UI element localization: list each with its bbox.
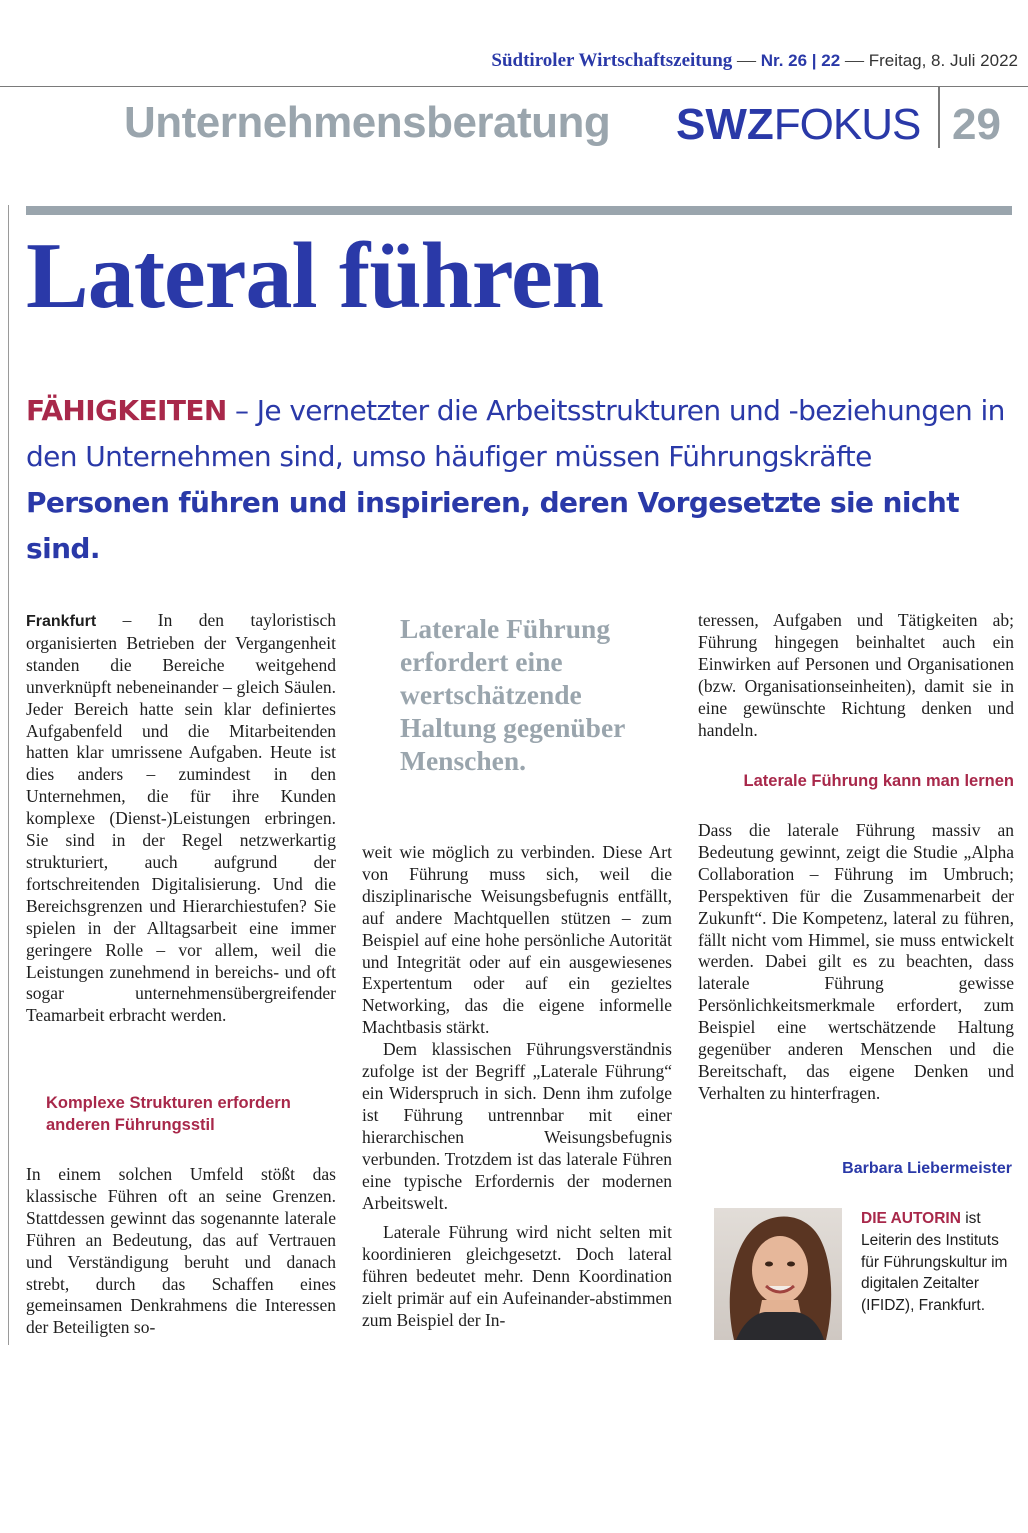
col1-paragraph-1 xyxy=(26,610,336,1027)
brand-swz: SWZ xyxy=(676,100,774,149)
col1-paragraph-2: In einem solchen Umfeld stößt das klassische Führen oft an seine Grenzen. Stattdessen gewinnt das sogenannte laterale Führen an Bedeutung, das auf Vertrauen und Verständigung beruht und danach strebt, durch das Schaffen eines gemeinsamen Denkrahmens die Interessen der Beteiligten so- xyxy=(26,1164,336,1338)
article-lead xyxy=(26,388,1016,572)
masthead-separator: — xyxy=(732,50,761,71)
brand-fokus: FOKUS xyxy=(773,100,921,149)
masthead-separator-2: — xyxy=(840,50,869,71)
col3-paragraph-1: teressen, Aufgaben und Tätigkeiten ab; Führung hingegen beinhaltet auch ein Einwirken auf Personen und Organisationen (bzw. Organisationseinheiten), damit sie in eine gewünschte Richtung denken und handeln. xyxy=(698,610,1014,740)
article-column-3 xyxy=(698,610,1014,741)
author-bio-text: ist Leiterin des Instituts für Führungskultur im digitalen Zeitalter (IFIDZ), Frankfurt. xyxy=(861,1210,1008,1315)
article-column-3-continued xyxy=(698,820,1014,1105)
article-top-bar xyxy=(26,206,1012,215)
col2-paragraph-1: weit wie möglich zu verbinden. Diese Art von Führung muss sich, weil die disziplinarische Weisungsbefugnis entfällt, auf andere Machtquellen stützen – zum Beispiel auf eine hohe persönliche Autorität und Integrität oder auf ein ausgewiesenes Expertentum oder auf ein gezieltes Networking, das die eigene informelle Machtbasis stärkt. xyxy=(362,842,672,1038)
section-title: Unternehmensberatung xyxy=(124,98,611,147)
page-number: 29 xyxy=(952,100,1001,149)
dateline-location: Frankfurt xyxy=(26,613,97,630)
pull-quote: Laterale Führung erfordert eine wertschätzende Haltung gegenüber Menschen. xyxy=(400,613,625,776)
publication-name: Südtiroler Wirtschaftszeitung xyxy=(491,50,733,71)
issue-number: Nr. 26 | 22 xyxy=(760,51,841,70)
col2-paragraph-2: Dem klassischen Führungsverständnis zufolge ist der Begriff „Laterale Führung“ ein Widerspruch in sich. Denn ihm zufolge ist Führung untrennbar mit einer hierarchischen Weisungsbefugnis verbunden. Trotzdem ist das laterale Führen eine typische Erfordernis der modernen Arbeitswelt. xyxy=(362,1039,672,1213)
lead-kicker: FÄHIGKEITEN xyxy=(26,394,227,427)
section-brand xyxy=(676,100,920,150)
col1-paragraph-1-text: – In den tayloristisch organisierten Betrieben der Vergangenheit standen die Bereiche weitgehend unverknüpft nebeneinander – gleich Säulen. Jeder Bereich hatte sein klar definiertes Aufgabenfeld und die Mitarbeitenden hatten klar umrissene Aufgaben. Heute ist dies anders – zumindest in den Unternehmen, die für ihre Kunden komplexe (Dienst-)Leistungen erbringen. Sie sind in der Regel netzwerkartig strukturiert, auch aufgrund der fortschreitenden Digitalisierung. Und die Bereichsgrenzen und Hierarchiestufen? Sie spielen in der Alltagsarbeit eine immer geringere Rolle – vor allem, weil die Leistungen zunehmend in bereichs- und oft sogar unternehmensübergreifender Teamarbeit erbracht werden. xyxy=(26,610,336,1026)
masthead xyxy=(491,50,1018,72)
col2-paragraph-3: Laterale Führung wird nicht selten mit koordinieren gleichgesetzt. Doch lateral führen bedeutet mehr. Denn Koordination zielt primär auf ein Aufeinander-abstimmen zum Beispiel der In- xyxy=(362,1222,672,1331)
author-byline: Barbara Liebermeister xyxy=(842,1160,1012,1177)
subheading-learnable: Laterale Führung kann man lernen xyxy=(743,772,1014,790)
left-margin-rule xyxy=(8,205,9,1345)
header-divider xyxy=(938,86,940,148)
subheading-complex-structures: Komplexe Strukturen erfordern anderen Führungsstil xyxy=(46,1094,291,1134)
author-portrait-icon xyxy=(714,1208,842,1340)
col3-paragraph-2: Dass die laterale Führung massiv an Bedeutung gewinnt, zeigt die Studie „Alpha Collaboration – Führung im Umbruch; Perspektiven für die Zusammenarbeit der Zukunft“. Die Kompetenz, lateral zu führen, fällt nicht vom Himmel, sie muss entwickelt werden. Dabei gilt es zu beachten, dass laterale Führung gewisse Persönlichkeitsmerkmale erfordert, zum Beispiel eine wertschätzende Haltung gegenüber anderen Menschen und die Bereitschaft, das eigene Denken und Verhalten zu hinterfragen. xyxy=(698,820,1014,1103)
article-column-1 xyxy=(26,610,336,1027)
issue-date: Freitag, 8. Juli 2022 xyxy=(868,51,1018,70)
masthead-rule xyxy=(0,86,1028,87)
author-bio xyxy=(861,1208,1021,1317)
article-column-1-continued xyxy=(26,1164,336,1339)
author-bio-label: DIE AUTORIN xyxy=(861,1210,961,1227)
lead-emphasis: Personen führen und inspirieren, deren Vorgesetzte sie nicht sind. xyxy=(26,486,960,565)
article-headline: Lateral führen xyxy=(26,224,603,328)
lead-text: – Je vernetzter die Arbeitsstrukturen und -beziehungen in den Unternehmen sind, umso häufiger müssen Führungskräfte xyxy=(26,394,1005,473)
article-column-2 xyxy=(362,842,672,1332)
